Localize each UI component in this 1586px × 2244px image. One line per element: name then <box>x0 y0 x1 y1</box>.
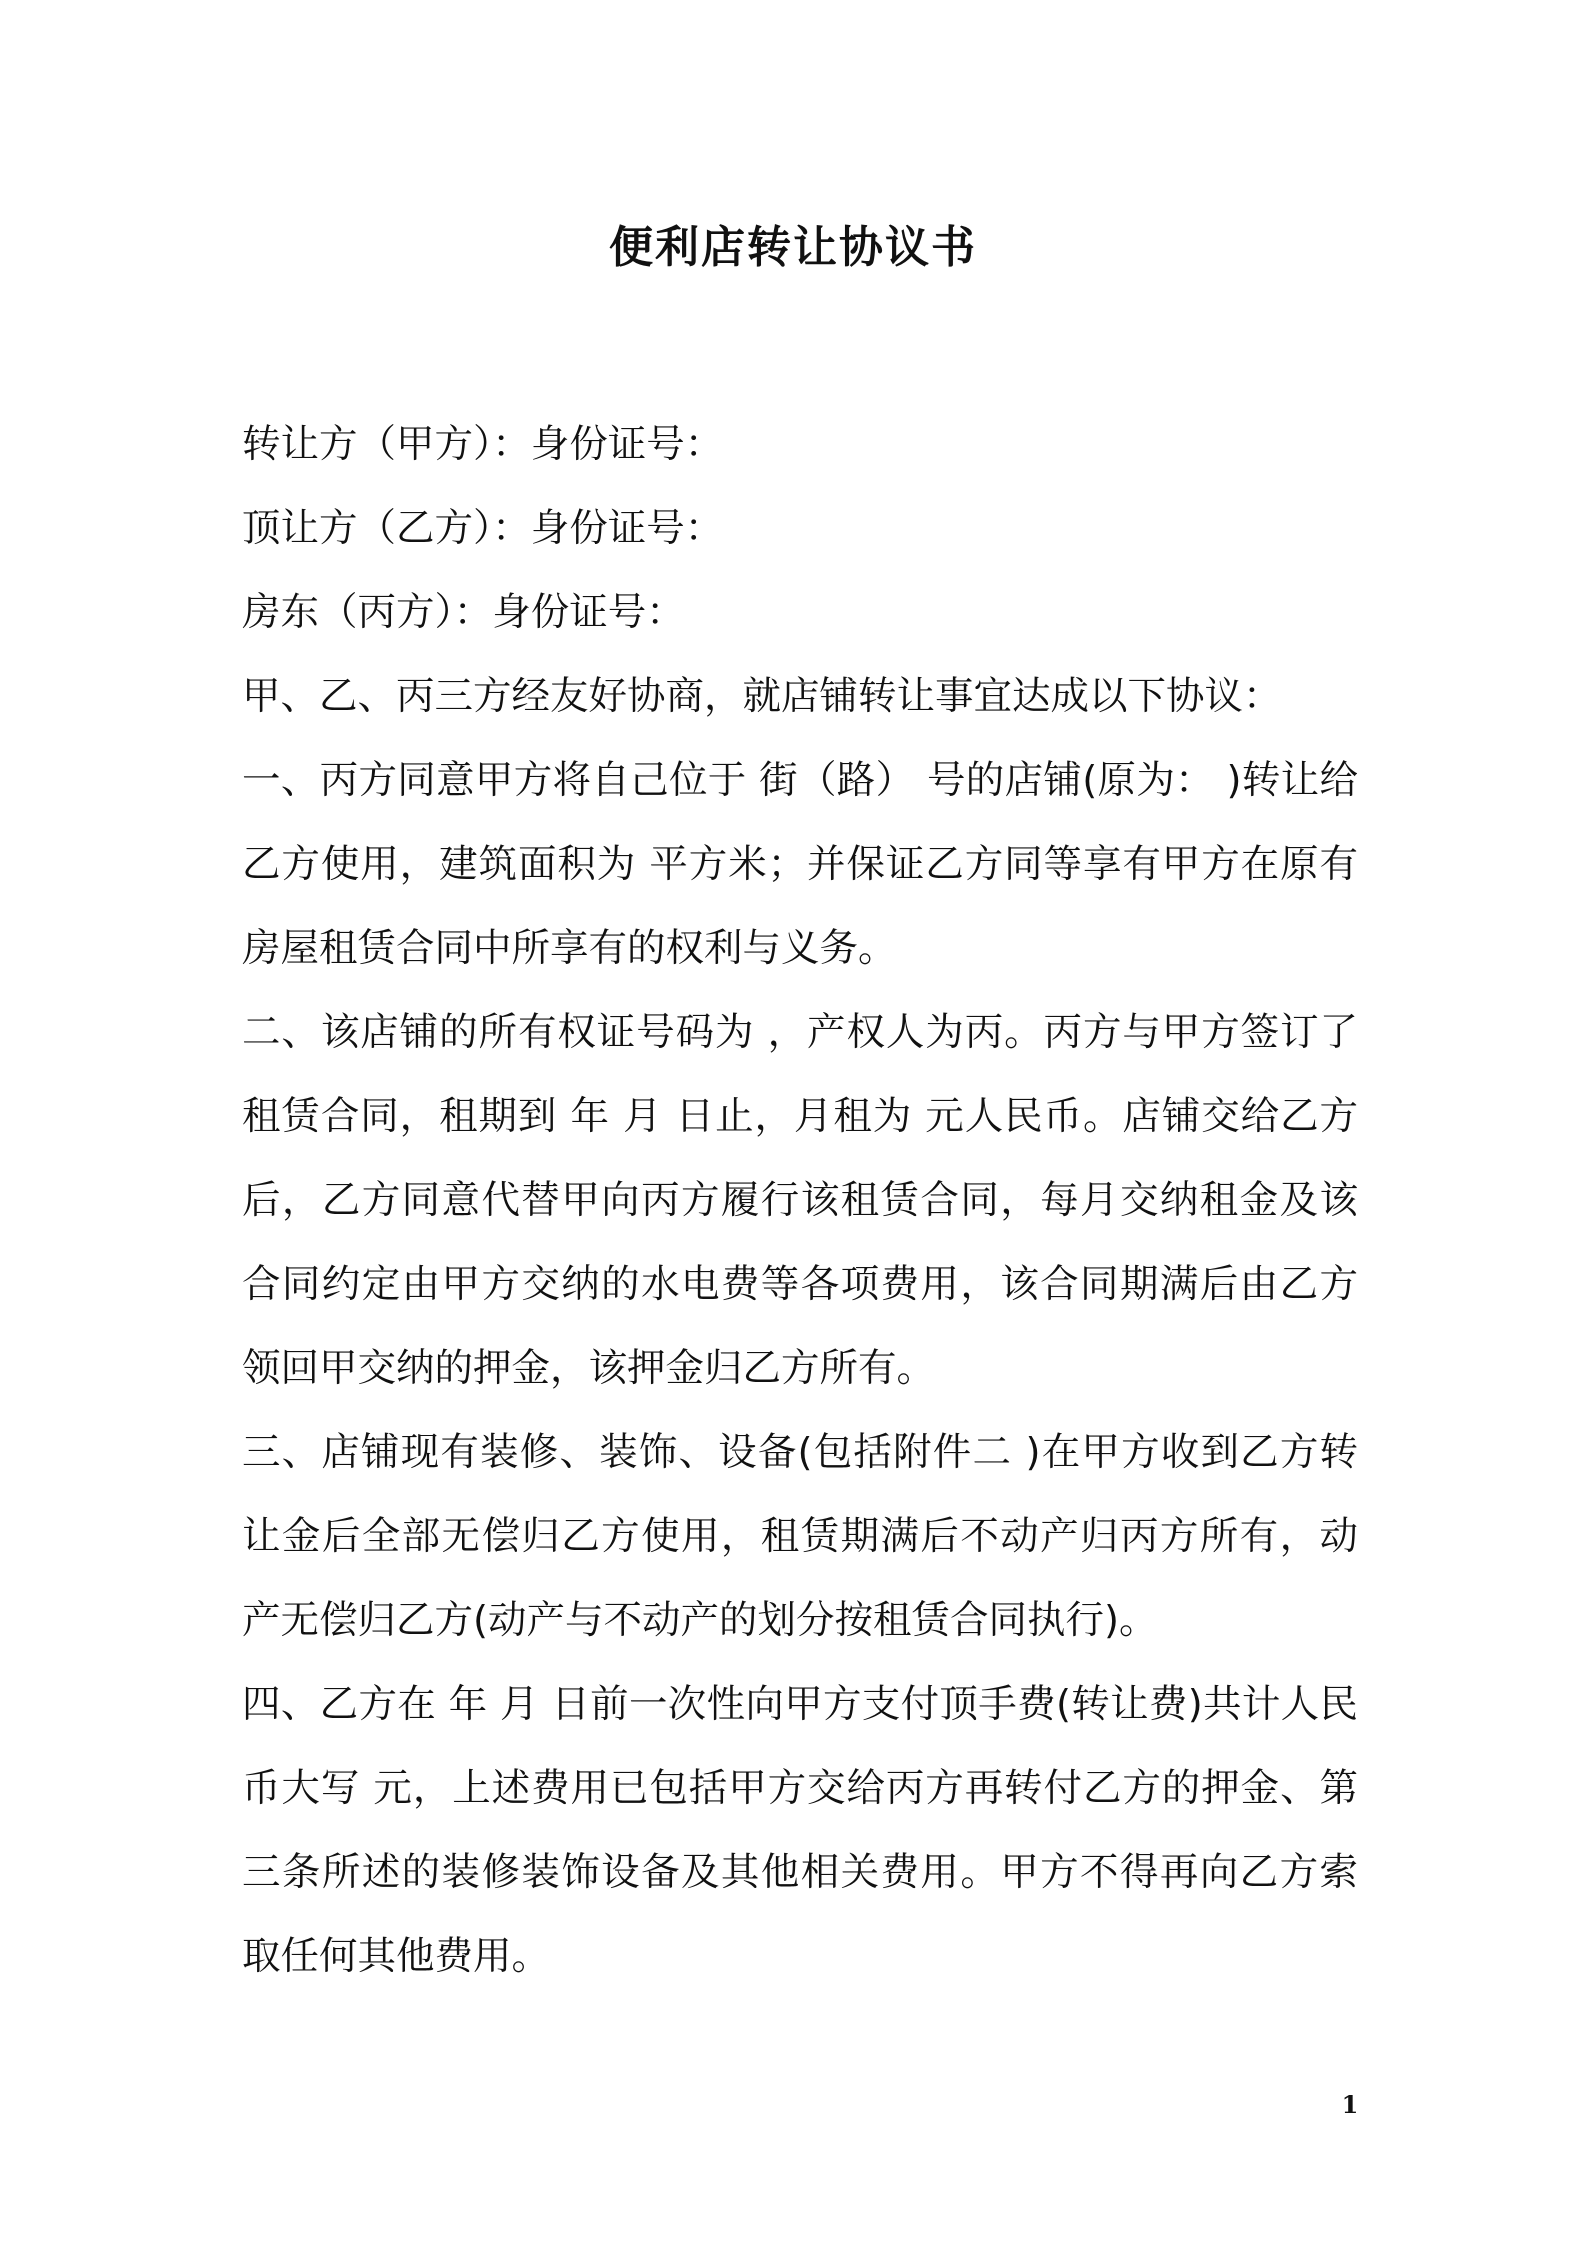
clause-3: 三、店铺现有装修、装饰、设备(包括附件二 )在甲方收到乙方转让金后全部无偿归乙方使用，租赁期满后不动产归丙方所有，动产无偿归乙方(动产与不动产的划分按租赁合同执行)。 <box>242 1430 1358 1643</box>
document-title: 便利店转让协议书 <box>609 222 977 273</box>
document-body <box>242 403 1358 1999</box>
intro-paragraph: 甲、乙、丙三方经友好协商，就店铺转让事宜达成以下协议： <box>242 674 1282 719</box>
clause-1: 一、丙方同意甲方将自己位于 街（路） 号的店铺(原为： )转让给乙方使用，建筑面积为 平方米；并保证乙方同等享有甲方在原有房屋租赁合同中所享有的权利与义务。 <box>242 758 1358 971</box>
page-number: 1 <box>1341 2090 1359 2119</box>
party-landlord: 房东（丙方）：身份证号： <box>242 590 685 635</box>
clause-2: 二、该店铺的所有权证号码为 ，产权人为丙。丙方与甲方签订了租赁合同，租期到 年 月 日止，月租为 元人民币。店铺交给乙方后，乙方同意代替甲向丙方履行该租赁合同，每月交纳租金及该合同约定由甲方交纳的水电费等各项费用，该合同期满后由乙方领回甲交纳的押金，该押金归乙方所有。 <box>242 1010 1358 1391</box>
party-transferor: 转让方（甲方）：身份证号： <box>242 422 724 467</box>
party-transferee: 顶让方（乙方）：身份证号： <box>242 506 724 551</box>
clause-4: 四、乙方在 年 月 日前一次性向甲方支付顶手费(转让费)共计人民币大写 元，上述费用已包括甲方交给丙方再转付乙方的押金、第三条所述的装修装饰设备及其他相关费用。甲方不得再向乙方索取任何其他费用。 <box>242 1682 1358 1979</box>
